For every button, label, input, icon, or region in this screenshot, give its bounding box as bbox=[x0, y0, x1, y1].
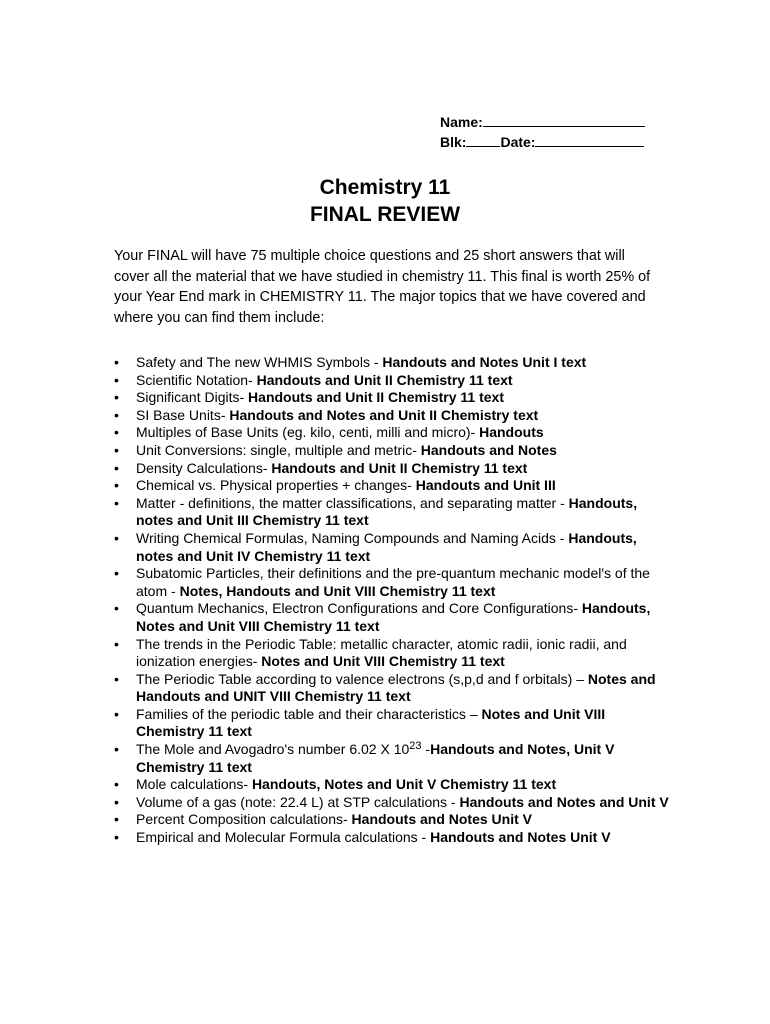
topic-item bbox=[114, 829, 674, 847]
topic-text-after: - bbox=[421, 741, 431, 758]
bullet-icon: • bbox=[114, 459, 119, 476]
topic-text: Safety and The new WHMIS Symbols - bbox=[136, 354, 383, 370]
date-blank-line bbox=[535, 134, 644, 147]
topic-superscript: 23 bbox=[409, 740, 422, 753]
topic-source: Handouts and Unit III bbox=[415, 477, 556, 494]
topic-item bbox=[114, 477, 674, 495]
topic-source: Handouts and Unit II Chemistry 11 text bbox=[256, 371, 513, 388]
title-line-course: Chemistry 11 bbox=[319, 176, 451, 199]
name-label: Name: bbox=[440, 114, 483, 130]
topic-source: Handouts and Notes Unit V bbox=[430, 829, 611, 846]
topic-item bbox=[114, 706, 674, 741]
topic-item bbox=[114, 565, 674, 600]
topic-item bbox=[114, 354, 674, 372]
name-blank-line bbox=[483, 114, 645, 127]
topic-text: Mole calculations- bbox=[136, 776, 252, 793]
topic-text: Density Calculations- bbox=[136, 459, 272, 476]
topic-item bbox=[114, 636, 674, 671]
student-info-fields bbox=[440, 112, 645, 152]
bullet-icon: • bbox=[114, 793, 119, 810]
bullet-icon: • bbox=[114, 371, 119, 388]
topic-item bbox=[114, 389, 674, 407]
topic-source: Handouts, Notes and Unit V Chemistry 11 text bbox=[251, 776, 557, 793]
bullet-icon: • bbox=[114, 741, 119, 758]
bullet-icon: • bbox=[114, 829, 119, 846]
topic-source: Handouts and Unit II Chemistry 11 text bbox=[271, 459, 528, 476]
topic-text: The Periodic Table according to valence electrons (s,p,d and f orbitals) – bbox=[136, 670, 588, 687]
name-field-row bbox=[440, 112, 645, 132]
bullet-icon: • bbox=[114, 477, 119, 494]
topic-item bbox=[114, 460, 674, 478]
topic-text: Quantum Mechanics, Electron Configurations and Core Configurations- bbox=[136, 600, 582, 617]
topic-source: Handouts and Notes and Unit V bbox=[459, 793, 669, 810]
topic-text: Chemical vs. Physical properties + changes- bbox=[136, 477, 416, 494]
topic-source: Handouts and Notes bbox=[420, 441, 557, 458]
intro-paragraph: Your FINAL will have 75 multiple choice questions and 25 short answers that will cover all the material that we have studied in chemistry 11. This final is worth 25% of your Year End mark in CHEMISTRY 11. The major topics that we have covered and where you can find them include: bbox=[114, 248, 651, 326]
topic-source: Notes and Handouts and UNIT VIII Chemistry 11 text bbox=[136, 670, 656, 705]
blk-blank-line bbox=[466, 134, 500, 147]
topic-item bbox=[114, 407, 674, 425]
bullet-icon: • bbox=[114, 635, 119, 652]
topic-text: Matter - definitions, the matter classifications, and separating matter - bbox=[136, 494, 569, 511]
topic-item bbox=[114, 600, 674, 635]
topic-text: The Mole and Avogadro's number 6.02 X 10 bbox=[136, 741, 410, 758]
bullet-icon: • bbox=[114, 811, 119, 828]
topic-source: Notes and Unit VIII Chemistry 11 text bbox=[261, 653, 505, 670]
topic-text: Percent Composition calculations- bbox=[136, 811, 352, 828]
bullet-icon: • bbox=[114, 354, 119, 370]
topic-item bbox=[114, 776, 674, 794]
topic-text: Subatomic Particles, their definitions and the pre-quantum mechanic model's of the atom - bbox=[136, 565, 650, 599]
topic-item bbox=[114, 442, 674, 460]
topic-item bbox=[114, 794, 674, 812]
topic-source: Handouts bbox=[479, 424, 544, 441]
page-title bbox=[0, 174, 770, 228]
topic-source: Handouts, notes and Unit III Chemistry 11 text bbox=[136, 494, 638, 529]
topic-source: Handouts and Notes and Unit II Chemistry text bbox=[229, 406, 539, 423]
bullet-icon: • bbox=[114, 406, 119, 423]
topic-text: Multiples of Base Units (eg. kilo, centi, milli and micro)- bbox=[136, 424, 480, 441]
topic-source: Handouts and Notes Unit V bbox=[351, 811, 532, 828]
topic-item bbox=[114, 495, 674, 530]
topic-source: Handouts and Unit II Chemistry 11 text bbox=[248, 389, 504, 406]
topic-source: Handouts, Notes and Unit VIII Chemistry 11 text bbox=[136, 600, 651, 634]
bullet-icon: • bbox=[114, 776, 119, 793]
topic-source: Handouts, notes and Unit IV Chemistry 11 text bbox=[136, 529, 637, 564]
topic-text: SI Base Units- bbox=[136, 406, 230, 423]
bullet-icon: • bbox=[114, 600, 119, 617]
topic-text: Scientific Notation- bbox=[136, 371, 257, 388]
topic-item bbox=[114, 741, 674, 776]
topic-item bbox=[114, 372, 674, 390]
topic-source: Notes and Unit VIII Chemistry 11 text bbox=[136, 705, 606, 740]
bullet-icon: • bbox=[114, 565, 119, 582]
topic-item bbox=[114, 671, 674, 706]
topic-item bbox=[114, 424, 674, 442]
bullet-icon: • bbox=[114, 494, 119, 511]
topic-source: Handouts and Notes, Unit V Chemistry 11 text bbox=[136, 741, 615, 775]
blk-label: Blk: bbox=[440, 134, 467, 150]
topic-list bbox=[114, 354, 674, 847]
topic-text: Significant Digits- bbox=[136, 389, 249, 406]
title-line-review: FINAL REVIEW bbox=[309, 203, 461, 226]
blk-date-field-row bbox=[440, 132, 645, 152]
topic-text: Unit Conversions: single, multiple and metric- bbox=[136, 441, 421, 458]
topic-source: Handouts and Notes Unit I text bbox=[382, 354, 587, 370]
intro-paragraph-block bbox=[114, 246, 664, 328]
topic-text: Families of the periodic table and their characteristics – bbox=[136, 705, 482, 722]
topic-text: Volume of a gas (note: 22.4 L) at STP calculations - bbox=[136, 793, 460, 810]
bullet-icon: • bbox=[114, 705, 119, 722]
bullet-icon: • bbox=[114, 424, 119, 441]
topic-text: The trends in the Periodic Table: metallic character, atomic radii, ionic radii, and ionization energies- bbox=[136, 635, 627, 670]
topic-item bbox=[114, 530, 674, 565]
topic-text: Writing Chemical Formulas, Naming Compounds and Naming Acids - bbox=[136, 529, 569, 546]
topic-text: Empirical and Molecular Formula calculations - bbox=[136, 829, 431, 846]
date-label: Date: bbox=[500, 134, 536, 150]
bullet-icon: • bbox=[114, 441, 119, 458]
bullet-icon: • bbox=[114, 670, 119, 687]
bullet-icon: • bbox=[114, 389, 119, 406]
topic-item bbox=[114, 811, 674, 829]
bullet-icon: • bbox=[114, 529, 119, 546]
topic-source: Notes, Handouts and Unit VIII Chemistry 11 text bbox=[179, 582, 496, 599]
